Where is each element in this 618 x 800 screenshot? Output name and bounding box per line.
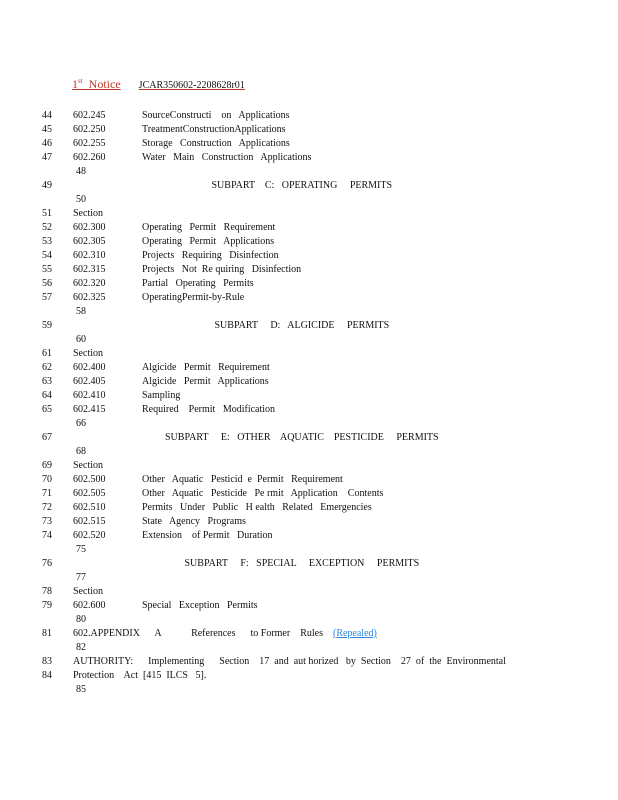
section-number: 602.300 <box>73 222 106 233</box>
line-number: 68 <box>76 446 86 457</box>
section-number: 602.315 <box>73 264 106 275</box>
line-number: 45 <box>42 124 52 135</box>
doc-line <box>0 655 618 668</box>
line-number: 80 <box>76 614 86 625</box>
doc-line <box>0 375 618 388</box>
doc-line <box>0 501 618 514</box>
doc-line <box>0 669 618 682</box>
doc-line <box>0 109 618 122</box>
doc-line <box>0 347 618 360</box>
doc-line <box>0 277 618 290</box>
section-title: Extension of Permit Duration <box>142 530 273 541</box>
doc-line <box>0 207 618 220</box>
line-number: 55 <box>42 264 52 275</box>
doc-line <box>0 683 618 696</box>
doc-line <box>0 193 618 206</box>
line-number: 67 <box>42 432 52 443</box>
line-number: 69 <box>42 460 52 471</box>
line-number: 85 <box>76 684 86 695</box>
section-title: Required Permit Modification <box>142 404 276 415</box>
line-number: 74 <box>42 530 52 541</box>
line-number: 44 <box>42 110 52 121</box>
line-number: 82 <box>76 642 86 653</box>
line-number: 61 <box>42 348 52 359</box>
line-number: 72 <box>42 502 52 513</box>
doc-line <box>0 613 618 626</box>
section-title: Projects Not Re quiring Disinfection <box>142 264 302 275</box>
doc-line <box>0 235 618 248</box>
notice-word: Notice <box>88 77 121 91</box>
doc-line <box>0 319 618 332</box>
line-number: 75 <box>76 544 86 555</box>
authority-text: Protection Act [415 ILCS 5]. <box>73 670 207 681</box>
section-title: OperatingPermit-by-Rule <box>142 292 245 303</box>
subpart-heading: SUBPART F: SPECIAL EXCEPTION PERMITS <box>184 558 420 569</box>
line-number: 60 <box>76 334 86 345</box>
line-number: 54 <box>42 250 52 261</box>
doc-line <box>0 417 618 430</box>
section-number: 602.405 <box>73 376 106 387</box>
line-number: 64 <box>42 390 52 401</box>
line-number: 71 <box>42 488 52 499</box>
doc-line <box>0 249 618 262</box>
line-number: 62 <box>42 362 52 373</box>
section-title: Operating Permit Requirement <box>142 222 276 233</box>
authority-text: AUTHORITY: Implementing Section 17 and aut horized by Section 27 of the Environmental <box>73 656 506 667</box>
section-number: 602.500 <box>73 474 106 485</box>
section-number: 602.255 <box>73 138 106 149</box>
section-number: 602.520 <box>73 530 106 541</box>
doc-line <box>0 515 618 528</box>
line-number: 59 <box>42 320 52 331</box>
line-number: 81 <box>42 628 52 639</box>
doc-line <box>0 123 618 136</box>
section-number: 602.325 <box>73 292 106 303</box>
jcar-code: JCAR350602-2208628r01 <box>138 80 245 91</box>
line-number: 83 <box>42 656 52 667</box>
section-title: Sampling <box>142 390 181 401</box>
section-title: SourceConstructi on Applications <box>142 110 290 121</box>
line-number: 50 <box>76 194 86 205</box>
line-number: 76 <box>42 558 52 569</box>
doc-line <box>0 543 618 556</box>
section-label: Section <box>73 348 103 359</box>
section-title: Partial Operating Permits <box>142 278 254 289</box>
line-number: 56 <box>42 278 52 289</box>
subpart-heading: SUBPART C: OPERATING PERMITS <box>211 180 393 191</box>
doc-line <box>0 221 618 234</box>
section-title: TreatmentConstructionApplications <box>142 124 286 135</box>
line-number: 77 <box>76 572 86 583</box>
line-number: 48 <box>76 166 86 177</box>
section-number: 602.320 <box>73 278 106 289</box>
doc-line <box>0 333 618 346</box>
doc-line <box>0 445 618 458</box>
notice-header <box>72 77 245 92</box>
line-number: 58 <box>76 306 86 317</box>
section-number: 602.410 <box>73 390 106 401</box>
line-number: 46 <box>42 138 52 149</box>
section-label: Section <box>73 208 103 219</box>
line-number: 57 <box>42 292 52 303</box>
section-number: 602.415 <box>73 404 106 415</box>
doc-line <box>0 291 618 304</box>
section-label: Section <box>73 460 103 471</box>
line-number: 78 <box>42 586 52 597</box>
doc-line <box>0 389 618 402</box>
line-number: 53 <box>42 236 52 247</box>
doc-line <box>0 557 618 570</box>
doc-line <box>0 137 618 150</box>
doc-line <box>0 585 618 598</box>
section-number: 602.600 <box>73 600 106 611</box>
section-title: Algicide Permit Requirement <box>142 362 270 373</box>
section-number: 602.515 <box>73 516 106 527</box>
section-label: Section <box>73 586 103 597</box>
section-number: 602.250 <box>73 124 106 135</box>
doc-line <box>0 151 618 164</box>
doc-line <box>0 263 618 276</box>
section-title: Other Aquatic Pesticid e Permit Requirement <box>142 474 343 485</box>
notice-superscript: st <box>78 77 83 85</box>
section-number: 602.305 <box>73 236 106 247</box>
line-number: 63 <box>42 376 52 387</box>
doc-line <box>0 599 618 612</box>
doc-line <box>0 305 618 318</box>
section-number: 602.310 <box>73 250 106 261</box>
doc-line <box>0 641 618 654</box>
section-number: 602.245 <box>73 110 106 121</box>
doc-line <box>0 487 618 500</box>
section-number: 602.400 <box>73 362 106 373</box>
line-number: 65 <box>42 404 52 415</box>
subpart-heading: SUBPART D: ALGICIDE PERMITS <box>214 320 390 331</box>
doc-line <box>0 361 618 374</box>
section-title: Permits Under Public H ealth Related Emergencies <box>142 502 372 513</box>
section-title: Other Aquatic Pesticide Pe rmit Application Contents <box>142 488 384 499</box>
repealed-link[interactable]: (Repealed) <box>332 628 377 639</box>
section-number: 602.260 <box>73 152 106 163</box>
doc-line <box>0 165 618 178</box>
line-number: 70 <box>42 474 52 485</box>
section-number: 602.510 <box>73 502 106 513</box>
notice-number: 1 <box>72 77 78 91</box>
line-number: 79 <box>42 600 52 611</box>
doc-line <box>0 459 618 472</box>
section-title: Projects Requiring Disinfection <box>142 250 279 261</box>
line-number: 73 <box>42 516 52 527</box>
doc-line <box>0 627 618 640</box>
line-number: 84 <box>42 670 52 681</box>
line-number: 52 <box>42 222 52 233</box>
subpart-heading: SUBPART E: OTHER AQUATIC PESTICIDE PERMITS <box>165 432 439 443</box>
line-number: 49 <box>42 180 52 191</box>
section-title: State Agency Programs <box>142 516 246 527</box>
doc-line <box>0 431 618 444</box>
section-title: Algicide Permit Applications <box>142 376 269 387</box>
section-title: Storage Construction Applications <box>142 138 290 149</box>
line-number: 66 <box>76 418 86 429</box>
appendix-entry: 602.APPENDIX A References to Former Rules (Repealed) <box>73 628 377 639</box>
section-number: 602.505 <box>73 488 106 499</box>
doc-line <box>0 179 618 192</box>
notice-label <box>72 77 121 91</box>
line-number: 47 <box>42 152 52 163</box>
section-title: Operating Permit Applications <box>142 236 275 247</box>
section-title: Water Main Construction Applications <box>142 152 312 163</box>
doc-line <box>0 473 618 486</box>
doc-line <box>0 403 618 416</box>
line-number: 51 <box>42 208 52 219</box>
doc-line <box>0 571 618 584</box>
section-title: Special Exception Permits <box>142 600 258 611</box>
doc-line <box>0 529 618 542</box>
